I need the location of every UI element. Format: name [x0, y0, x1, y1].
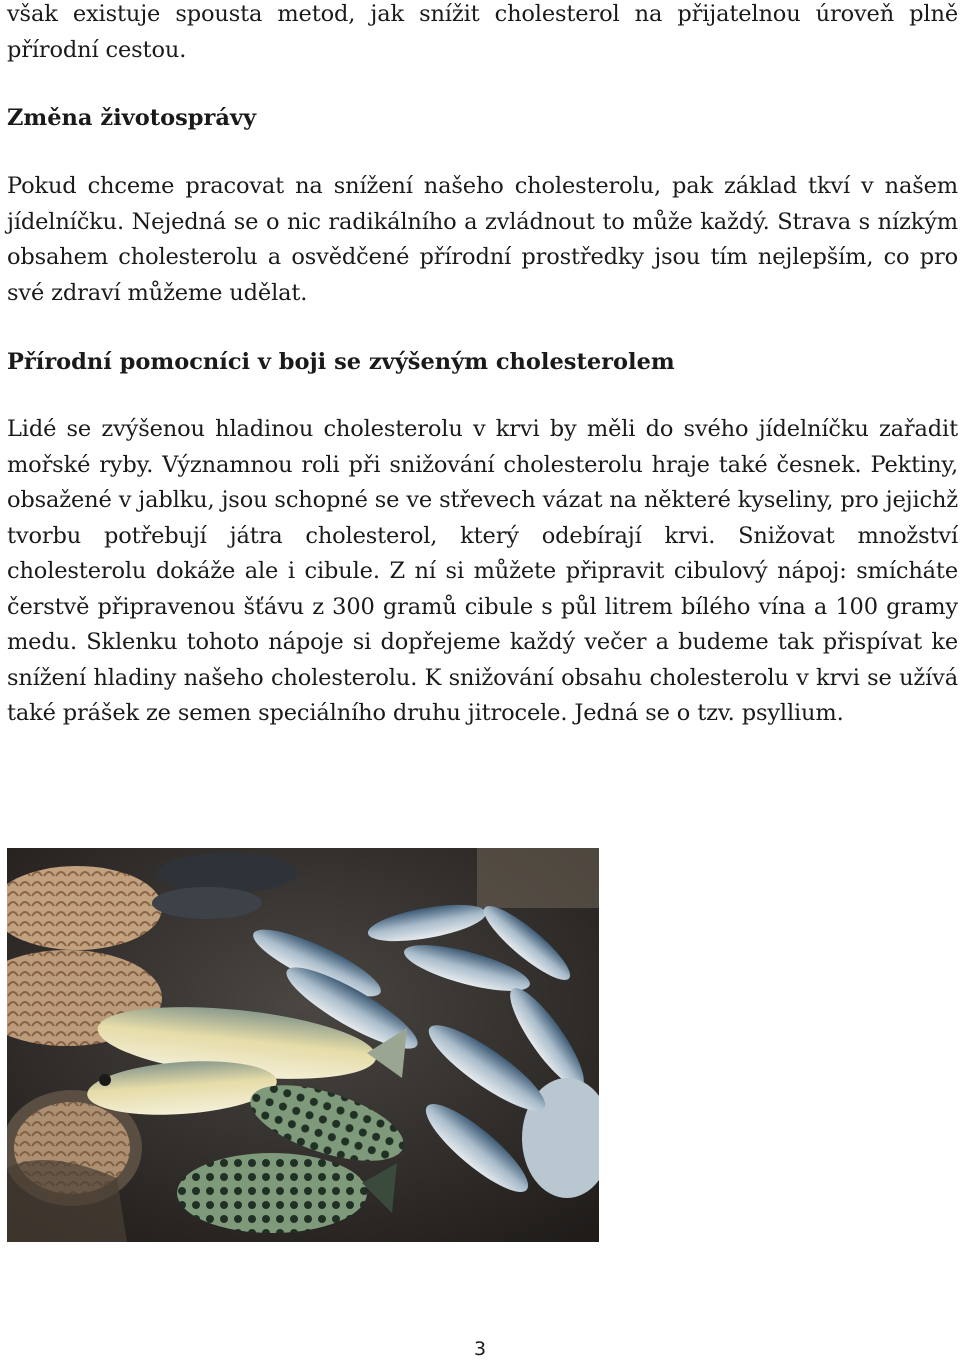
natural-helpers-paragraph: Lidé se zvýšenou hladinou cholesterolu v krvi by měli do svého jídelníčku zařadit mořské ryby. Významnou roli při snižování cholesterolu hraje také česnek. Pektiny, obsažené v jablku, jsou schopné se ve střevech vázat na některé kyseliny, pro jejichž tvorbu potřebují játra cholesterol, který odebírají krvi. Snižovat množství cholesterolu dokáže ale i cibule. Z ní si můžete připravit cibulový nápoj: smícháte čerstvě připravenou šťávu z 300 gramů cibule s půl litrem bílého vína a 100 gramy medu. Sklenku tohoto nápoje si dopřejeme každý večer a budeme tak přispívat ke snížení hladiny našeho cholesterolu. K snižování obsahu cholesterolu v krvi se užívá také prášek ze semen speciálního druhu jitrocele. Jedná se o tzv. psyllium.	[7, 416, 959, 726]
section-heading-natural-helpers: Přírodní pomocníci v boji se zvýšeným cholesterolem	[7, 349, 675, 375]
fish-market-photo	[7, 848, 599, 1242]
intro-paragraph: však existuje spousta metod, jak snížit cholesterol na přijatelnou úroveň plně přírodní cestou.	[7, 1, 958, 63]
lifestyle-paragraph: Pokud chceme pracovat na snížení našeho cholesterolu, pak základ tkví v našem jídelníčku. Nejedná se o nic radikálního a zvládnout to může každý. Strava s nízkým obsahem cholesterolu a osvědčené přírodní prostředky jsou tím nejlepším, co pro své zdraví můžeme udělat.	[7, 173, 958, 306]
section-heading-lifestyle: Změna životosprávy	[7, 105, 257, 131]
page-number: 3	[473, 1338, 487, 1360]
